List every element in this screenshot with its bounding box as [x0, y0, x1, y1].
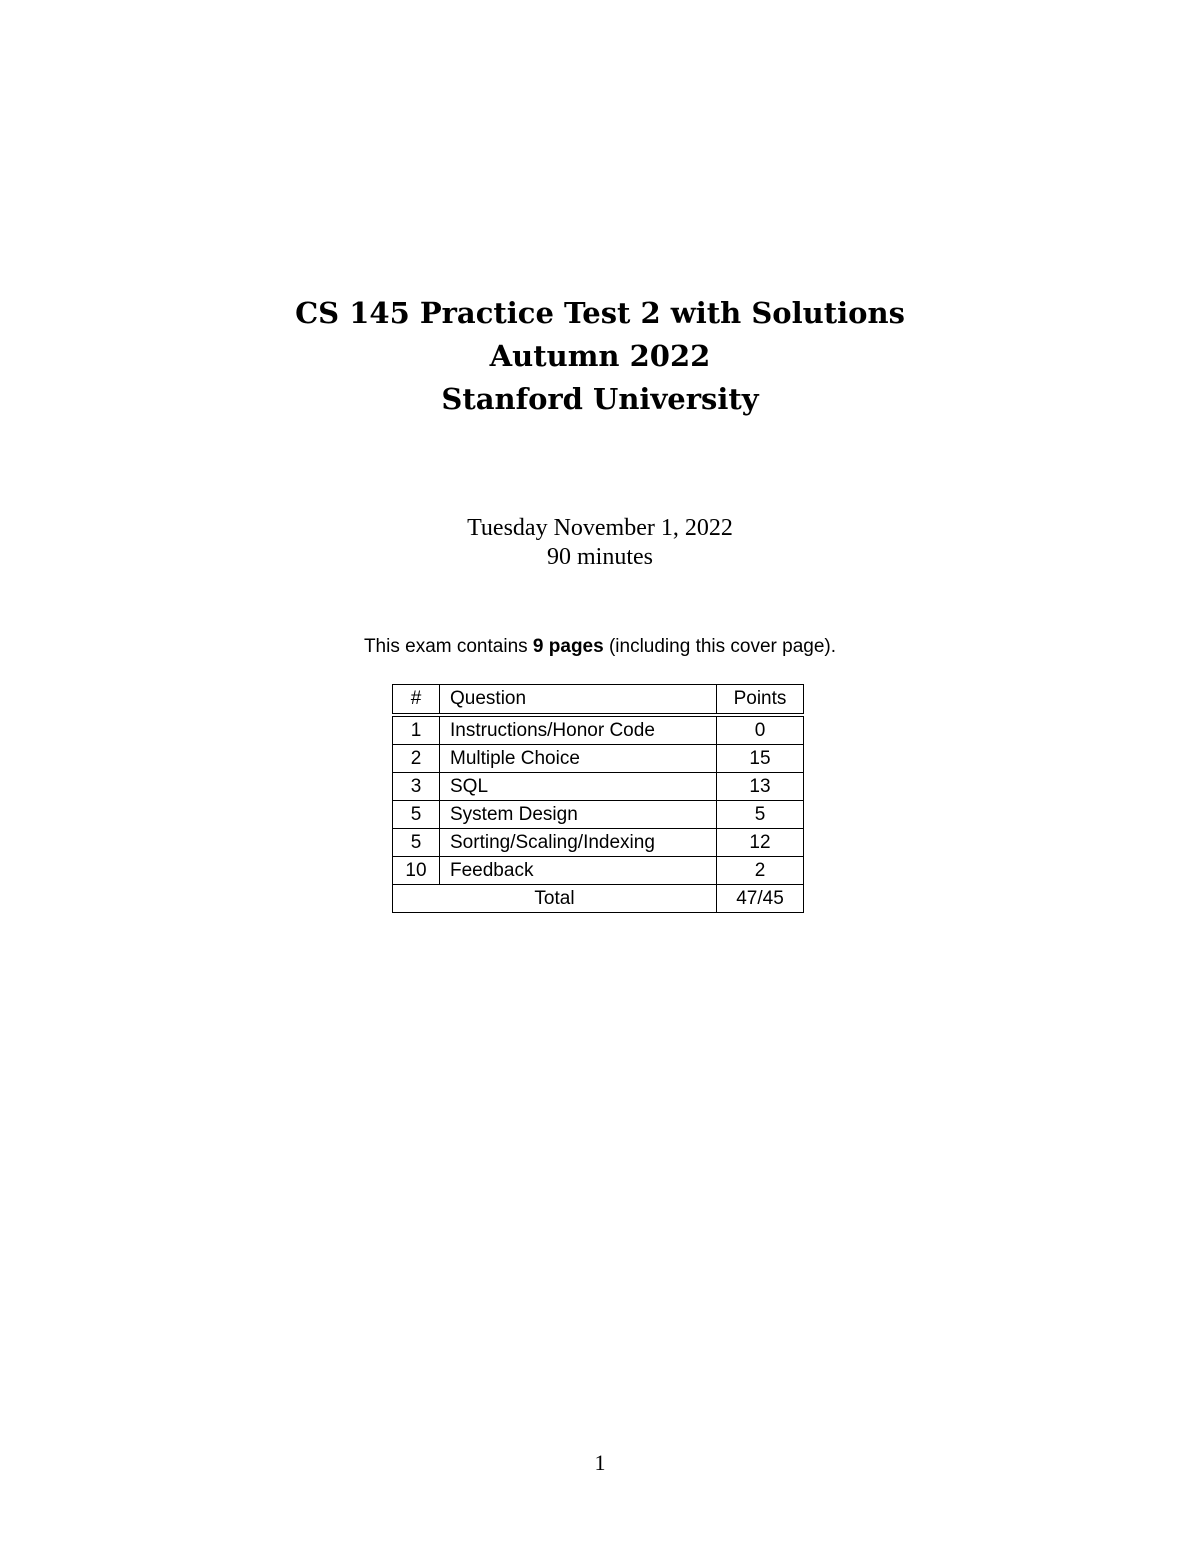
title-university: Stanford University [441, 382, 759, 416]
table-row [393, 829, 804, 857]
row-points: 0 [717, 715, 804, 745]
row-number: 5 [393, 801, 440, 829]
row-number: 3 [393, 773, 440, 801]
page-count-value: 9 pages [532, 636, 604, 657]
row-points: 12 [717, 829, 804, 857]
row-number: 5 [393, 829, 440, 857]
page-number: 1 [594, 1450, 606, 1475]
row-question: Multiple Choice [440, 745, 717, 773]
row-question: System Design [440, 801, 717, 829]
score-table-header [393, 685, 804, 716]
row-number: 1 [393, 715, 440, 745]
total-label: Total [393, 885, 717, 913]
row-points: 5 [717, 801, 804, 829]
total-value: 47/45 [717, 885, 804, 913]
title-term: Autumn 2022 [489, 339, 711, 373]
row-points: 2 [717, 857, 804, 885]
exam-date: Tuesday November 1, 2022 [467, 515, 733, 541]
row-question: SQL [440, 773, 717, 801]
exam-duration: 90 minutes [547, 544, 653, 570]
document-title [0, 292, 1200, 421]
table-row [393, 857, 804, 885]
row-question: Feedback [440, 857, 717, 885]
page-count-suffix: (including this cover page). [603, 636, 837, 657]
table-total-row [393, 885, 804, 913]
table-row [393, 745, 804, 773]
table-row [393, 801, 804, 829]
score-table [392, 684, 804, 913]
table-row [393, 715, 804, 745]
exam-info [0, 514, 1200, 572]
row-number: 10 [393, 857, 440, 885]
row-question: Instructions/Honor Code [440, 715, 717, 745]
header-points: Points [717, 685, 804, 716]
table-row [393, 773, 804, 801]
title-course: CS 145 Practice Test 2 with Solutions [295, 296, 905, 330]
row-points: 13 [717, 773, 804, 801]
row-points: 15 [717, 745, 804, 773]
page-count-note [0, 633, 1200, 661]
row-number: 2 [393, 745, 440, 773]
header-number: # [393, 685, 440, 716]
page-count-prefix: This exam contains [363, 636, 533, 657]
header-question: Question [440, 685, 717, 716]
row-question: Sorting/Scaling/Indexing [440, 829, 717, 857]
